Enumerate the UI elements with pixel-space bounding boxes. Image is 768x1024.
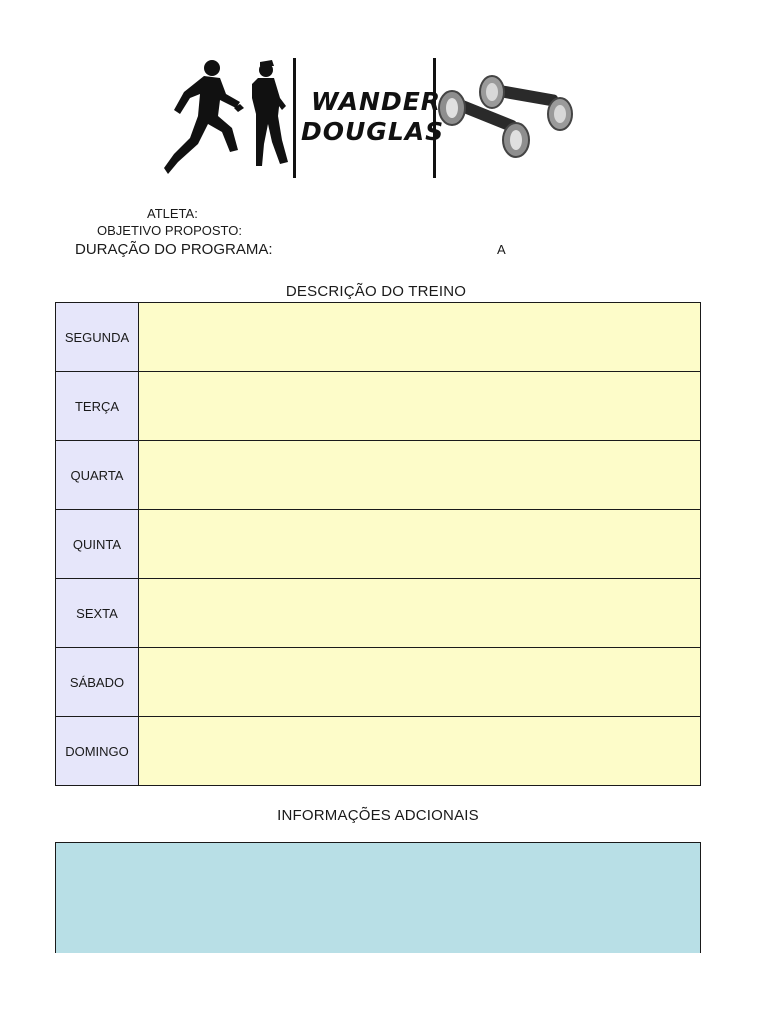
table-row <box>56 441 701 510</box>
day-label-segunda: SEGUNDA <box>56 303 139 372</box>
additional-info-box[interactable] <box>55 842 701 953</box>
dumbbells-icon <box>439 76 572 157</box>
day-description-domingo[interactable] <box>139 717 701 786</box>
logo-divider <box>293 58 296 178</box>
table-row <box>56 717 701 786</box>
table-row <box>56 510 701 579</box>
table-row <box>56 372 701 441</box>
day-description-terca[interactable] <box>139 372 701 441</box>
duracao-label: DURAÇÃO DO PROGRAMA: <box>75 241 273 258</box>
atleta-label: ATLETA: <box>147 206 198 221</box>
day-label-domingo: DOMINGO <box>56 717 139 786</box>
day-label-sexta: SEXTA <box>56 579 139 648</box>
day-description-segunda[interactable] <box>139 303 701 372</box>
logo-text-line1: WANDER <box>311 87 442 116</box>
day-description-sabado[interactable] <box>139 648 701 717</box>
table-row <box>56 648 701 717</box>
day-description-quarta[interactable] <box>139 441 701 510</box>
info-title: INFORMAÇÕES ADCIONAIS <box>277 807 479 824</box>
table-row <box>56 579 701 648</box>
duracao-separator-label: A <box>497 242 506 257</box>
day-label-quinta: QUINTA <box>56 510 139 579</box>
day-label-sabado: SÁBADO <box>56 648 139 717</box>
objetivo-label: OBJETIVO PROPOSTO: <box>97 223 242 238</box>
logo-banner <box>160 54 590 182</box>
weekly-schedule-table <box>55 302 701 786</box>
logo-text-line2: DOUGLAS <box>301 117 445 146</box>
table-row <box>56 303 701 372</box>
day-label-terca: TERÇA <box>56 372 139 441</box>
jogger-silhouette-icon <box>252 60 288 166</box>
day-description-sexta[interactable] <box>139 579 701 648</box>
day-description-quinta[interactable] <box>139 510 701 579</box>
day-label-quarta: QUARTA <box>56 441 139 510</box>
treino-title: DESCRIÇÃO DO TREINO <box>285 283 467 300</box>
runner-silhouette-icon <box>164 60 244 174</box>
